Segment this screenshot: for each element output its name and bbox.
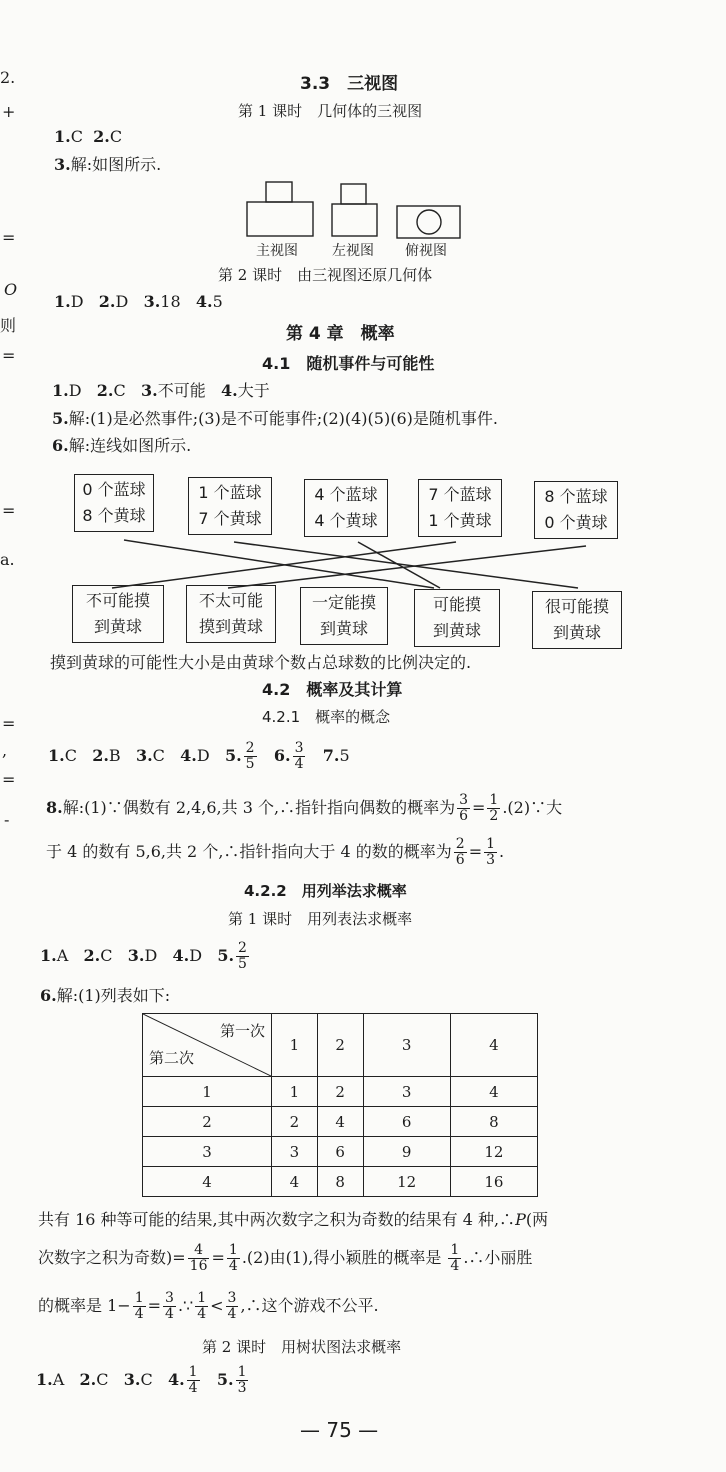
ball-box: 4 个蓝球 4 个黄球 — [304, 479, 388, 537]
fraction: $\frac{1}{4}$ — [188, 1364, 198, 1396]
answer-line: 1.C 2.B 3.C 4.D 5. $\frac{2}{5}$ 6. $\frac{3}{4}$ 7.5 — [48, 740, 350, 772]
chance-box: 很可能摸 到黄球 — [532, 591, 622, 649]
table-corner-cell — [143, 1014, 272, 1077]
chance-box: 可能摸 到黄球 — [414, 589, 500, 647]
lesson-title: 第 2 课时 用树状图法求概率 — [202, 1338, 402, 1356]
chance-box: 一定能摸 到黄球 — [300, 587, 388, 645]
ball-box: 7 个蓝球 1 个黄球 — [418, 479, 502, 537]
table-row — [143, 1107, 538, 1137]
answer-line: 1.A 2.C 3.C 4. $\frac{1}{4}$ 5. $\frac{1}{3}$ — [36, 1364, 247, 1396]
corner-label-first: 第一次 — [219, 1022, 265, 1040]
margin-mark: + — [2, 102, 16, 121]
left-view-top — [341, 184, 366, 204]
table-header-cell: 4 — [450, 1014, 537, 1077]
front-view-base — [247, 202, 313, 236]
top-view-circle — [417, 210, 441, 234]
ball-box: 0 个蓝球 8 个黄球 — [74, 474, 154, 532]
section-title-4-1: 4.1 随机事件与可能性 — [262, 354, 435, 373]
view-label-left: 左视图 — [332, 243, 374, 259]
margin-mark: = — [2, 228, 16, 247]
margin-mark: a. — [0, 550, 15, 569]
table-cell: 16 — [450, 1167, 537, 1197]
table-row — [143, 1167, 538, 1197]
fraction: $\frac{2}{6}$ — [455, 836, 465, 868]
table-row — [143, 1077, 538, 1107]
answer-q6: 6.解:(1)列表如下: — [40, 986, 171, 1005]
table-row — [143, 1137, 538, 1167]
fraction: $\frac{1}{4}$ — [228, 1242, 238, 1274]
table-cell: 12 — [363, 1167, 450, 1197]
lesson-title: 第 1 课时 几何体的三视图 — [238, 102, 423, 120]
lesson-title: 第 2 课时 由三视图还原几何体 — [218, 266, 433, 284]
product-table — [142, 1013, 538, 1197]
table-cell: 8 — [317, 1167, 363, 1197]
subsection-title: 4.2.2 用列举法求概率 — [244, 882, 407, 900]
fraction: $\frac{1}{3}$ — [237, 1364, 247, 1396]
ball-box: 1 个蓝球 7 个黄球 — [188, 477, 272, 535]
fraction: $\frac{3}{4}$ — [227, 1290, 237, 1322]
fraction: $\frac{1}{2}$ — [489, 792, 499, 824]
fraction: $\frac{1}{3}$ — [486, 836, 496, 868]
front-view-top — [266, 182, 292, 202]
answer-q8-line2: 于 4 的数有 5,6,共 2 个,∴指针指向大于 4 的数的概率为 $\frac{2}{6}$ = $\frac{1}{3}$ . — [46, 836, 505, 868]
table-header-cell: 1 — [272, 1014, 318, 1077]
table-cell: 4 — [272, 1167, 318, 1197]
fraction: $\frac{3}{4}$ — [294, 740, 304, 772]
margin-mark: = — [2, 346, 16, 365]
table-cell: 4 — [143, 1167, 272, 1197]
fraction: $\frac{3}{4}$ — [165, 1290, 174, 1322]
table-cell: 2 — [272, 1107, 318, 1137]
chance-box: 不太可能 摸到黄球 — [186, 585, 276, 643]
margin-mark: , — [2, 741, 8, 760]
answer-line: 1.D 2.D 3.18 4.5 — [54, 292, 223, 311]
view-label-top: 俯视图 — [405, 243, 447, 259]
chance-box: 不可能摸 到黄球 — [72, 585, 164, 643]
margin-mark: O — [4, 280, 18, 299]
subsection-title: 4.2.1 概率的概念 — [262, 708, 391, 726]
fraction: $\frac{2}{5}$ — [238, 940, 247, 972]
section-title-3-3: 3.3 三视图 — [300, 74, 399, 94]
margin-mark: 2. — [0, 68, 16, 87]
table-cell: 1 — [143, 1077, 272, 1107]
table-cell: 4 — [450, 1077, 537, 1107]
table-cell: 6 — [317, 1137, 363, 1167]
answer-q5: 5.解:(1)是必然事件;(3)是不可能事件;(2)(4)(5)(6)是随机事件. — [52, 409, 498, 428]
table-cell: 9 — [363, 1137, 450, 1167]
explanation-line2: 次数字之积为奇数)= $\frac{4}{16}$ = $\frac{1}{4}$ .(2)由(1),得小颖胜的概率是 $\frac{1}{4}$ .∴小丽胜 — [38, 1242, 533, 1274]
ball-box: 8 个蓝球 0 个黄球 — [534, 481, 618, 539]
corner-label-second: 第二次 — [149, 1049, 195, 1067]
answer-line: 1.D 2.C 3.不可能 4.大于 — [52, 381, 270, 400]
table-header-cell: 2 — [317, 1014, 363, 1077]
answer-q8-line1: 8.解:(1)∵偶数有 2,4,6,共 3 个,∴指针指向偶数的概率为 $\frac{3}{6}$ = $\frac{1}{2}$ .(2)∵大 — [46, 792, 563, 824]
fraction: $\frac{2}{5}$ — [245, 740, 255, 772]
page-number: — 75 — — [300, 1418, 379, 1442]
table-cell: 3 — [272, 1137, 318, 1167]
answer-q6: 6.解:连线如图所示. — [52, 436, 192, 455]
fraction: $\frac{1}{4}$ — [450, 1242, 460, 1274]
fraction: $\frac{1}{4}$ — [134, 1290, 144, 1322]
explanation-line1: 共有 16 种等可能的结果,其中两次数字之积为奇数的结果有 4 种,∴P(两 — [38, 1210, 549, 1229]
table-cell: 4 — [317, 1107, 363, 1137]
top-view-rect — [397, 206, 460, 238]
table-cell: 6 — [363, 1107, 450, 1137]
lesson-title: 第 1 课时 用列表法求概率 — [228, 910, 413, 928]
answer-line: 1.A 2.C 3.D 4.D 5. $\frac{2}{5}$ — [40, 940, 247, 972]
table-cell: 3 — [143, 1137, 272, 1167]
margin-mark: = — [2, 770, 16, 789]
left-view-base — [332, 204, 377, 236]
table-cell: 8 — [450, 1107, 537, 1137]
margin-mark: 则 — [0, 316, 17, 335]
view-label-front: 主视图 — [256, 243, 298, 259]
table-cell: 2 — [317, 1077, 363, 1107]
table-cell: 12 — [450, 1137, 537, 1167]
chapter-title: 第 4 章 概率 — [286, 324, 395, 344]
margin-mark: = — [2, 714, 16, 733]
margin-mark: = — [2, 501, 16, 520]
fraction: $\frac{4}{16}$ — [189, 1242, 208, 1274]
answer-line: 1.C 2.C — [54, 127, 123, 146]
table-header-cell: 3 — [363, 1014, 450, 1077]
fraction: $\frac{1}{4}$ — [197, 1290, 207, 1322]
matching-lines — [0, 530, 726, 592]
table-cell: 3 — [363, 1077, 450, 1107]
conclusion-text: 摸到黄球的可能性大小是由黄球个数占总球数的比例决定的. — [50, 653, 472, 672]
answer-q3: 3.解:如图所示. — [54, 155, 162, 174]
margin-mark: - — [4, 810, 10, 829]
section-title-4-2: 4.2 概率及其计算 — [262, 680, 403, 699]
table-header-row — [143, 1014, 538, 1077]
fraction: $\frac{3}{6}$ — [459, 792, 469, 824]
explanation-line3: 的概率是 1− $\frac{1}{4}$ = $\frac{3}{4}$ .∵ $\frac{1}{4}$ < $\frac{3}{4}$ ,∴这个游戏不公平. — [38, 1290, 379, 1322]
table-cell: 2 — [143, 1107, 272, 1137]
table-cell: 1 — [272, 1077, 318, 1107]
three-views-figure — [244, 180, 464, 240]
